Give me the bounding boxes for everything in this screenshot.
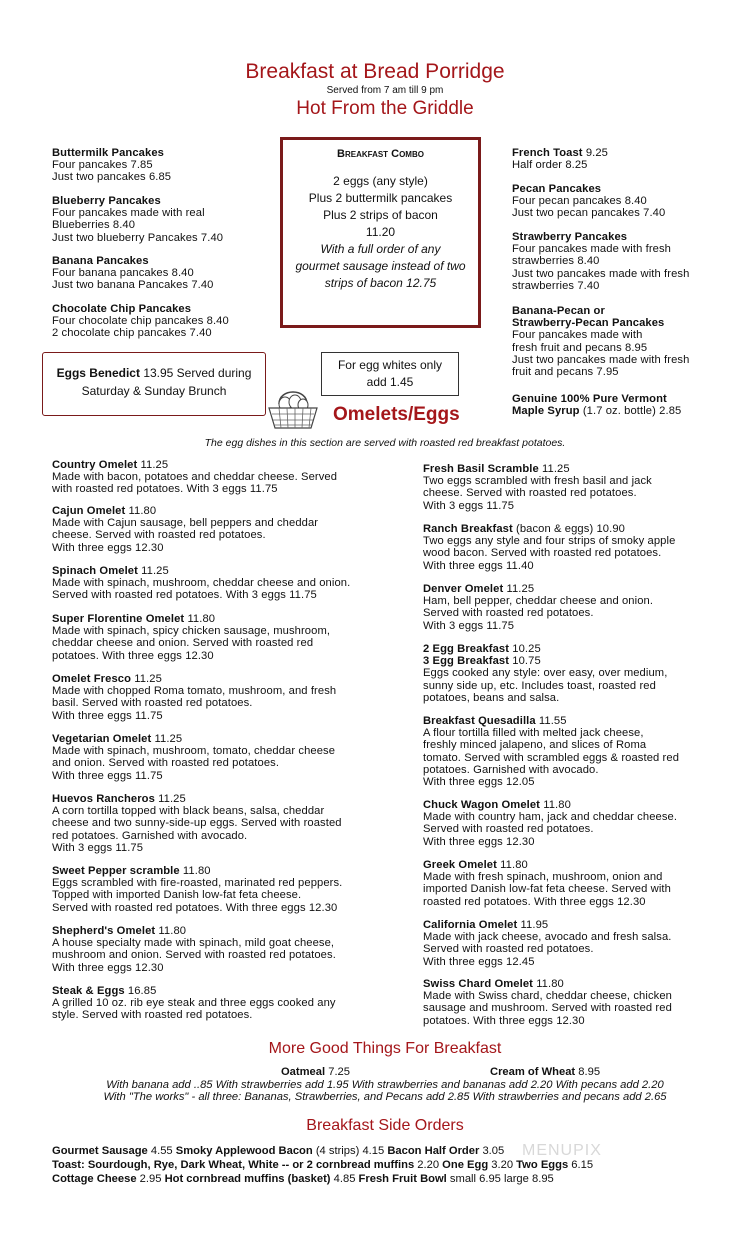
menu-item-price: 9.25	[582, 147, 609, 159]
menu-item-price: 11.80	[179, 865, 211, 877]
menu-item	[512, 231, 689, 292]
menu-item-price: 11.95	[517, 919, 549, 931]
menu-item-price: 11.25	[137, 459, 169, 471]
toppings-line: With banana add ..85 With strawberries add 1.95 With strawberries and bananas add 2.20 With pecans add 2.20	[106, 1079, 664, 1091]
menu-item-description: potatoes. With three eggs 12.30	[52, 649, 214, 662]
menu-item-price: 11.80	[496, 859, 528, 871]
menu-item-description: wood bacon. Served with roasted red potatoes.	[423, 547, 662, 560]
menu-item-description: Just two pancakes 6.85	[52, 171, 172, 184]
menu-item-description: freshly minced jalapeno, and slices of Roma	[423, 739, 647, 752]
menu-item-description: Blueberries 8.40	[52, 219, 136, 232]
menu-item-description: with roasted red potatoes. With 3 eggs 11.75	[52, 483, 278, 496]
menu-item-description: Served with roasted red potatoes.	[423, 823, 594, 836]
menu-item-description: red potatoes. Garnished with avocado.	[52, 829, 248, 842]
menu-item-name: Banana-Pecan or	[512, 305, 605, 317]
menu-item-header	[423, 523, 675, 535]
menu-item-name: Banana Pancakes	[52, 255, 149, 267]
menu-item-name: Shepherd's Omelet	[52, 925, 156, 937]
cream-of-wheat-price: 8.95	[578, 1066, 601, 1078]
menu-item-description: strawberries 7.40	[512, 279, 600, 292]
menu-item-name: Buttermilk Pancakes	[52, 147, 164, 159]
benedict-name: Eggs Benedict	[56, 366, 140, 380]
menu-item-name: Strawberry Pancakes	[512, 231, 628, 243]
menu-item-header	[423, 655, 667, 667]
side-order-name: Smoky Applewood Bacon	[175, 1145, 313, 1157]
omelets-section-title: Omelets/Eggs	[333, 404, 460, 425]
combo-title: Breakfast Combo	[337, 148, 424, 160]
menu-item	[52, 303, 229, 340]
side-order-price: (4 strips) 4.15	[312, 1145, 388, 1157]
menu-item-price: 11.80	[184, 613, 216, 625]
menu-item-description: Made with chopped Roma tomato, mushroom, and fresh	[52, 685, 337, 698]
menu-item-header	[52, 793, 342, 805]
side-order-price: 4.85	[330, 1173, 359, 1185]
menu-item-name: Breakfast Quesadilla	[423, 715, 536, 727]
menu-item-description: Eggs cooked any style: over easy, over medium,	[423, 667, 668, 680]
menu-item-name: Denver Omelet	[423, 583, 504, 595]
menu-item-description: With three eggs 11.40	[423, 559, 534, 572]
menu-item	[52, 195, 223, 244]
menu-item-header	[423, 643, 667, 655]
menu-item	[423, 859, 671, 908]
maple-name-2: Maple Syrup	[512, 405, 580, 418]
side-order-name: Cottage Cheese	[52, 1173, 137, 1185]
sides-list	[52, 1144, 593, 1186]
menu-item-header	[52, 505, 318, 517]
menu-item-description: cheese. Served with roasted red potatoes.	[423, 487, 637, 500]
menu-item	[423, 799, 677, 848]
menu-item-description: With three eggs 12.30	[52, 541, 164, 554]
menu-item-description: Two eggs any style and four strips of smoky apple	[423, 535, 676, 548]
menu-item-header	[423, 715, 679, 727]
menu-item-description: cheese. Served with roasted red potatoes.	[52, 529, 266, 542]
menu-item-description: style. Served with roasted red potatoes.	[52, 1009, 253, 1022]
menu-item	[423, 715, 679, 788]
menu-item	[423, 643, 667, 704]
menu-item	[52, 673, 336, 722]
menu-item-description: With three eggs 12.45	[423, 955, 535, 968]
menu-item	[52, 255, 214, 292]
menu-item-description: A house specialty made with spinach, mild goat cheese,	[52, 937, 335, 950]
menu-item-name: Country Omelet	[52, 459, 138, 471]
egg-basket-icon	[265, 384, 321, 432]
menu-item-description: Just two pancakes made with fresh	[512, 267, 690, 280]
menu-item-price: 11.55	[535, 715, 567, 727]
sides-section-title: Breakfast Side Orders	[306, 1117, 464, 1134]
menu-item-description: imported Danish low-fat feta cheese. Served with	[423, 883, 671, 896]
watermark: MENUPIX	[522, 1142, 602, 1159]
menu-item-description: Four pancakes made with fresh	[512, 243, 671, 256]
combo-line: Plus 2 buttermilk pancakes	[308, 191, 453, 205]
menu-item-header	[52, 303, 229, 315]
menu-item-header	[52, 459, 337, 471]
menu-item-name: Omelet Fresco	[52, 673, 132, 685]
menu-item-description: Just two blueberry Pancakes 7.40	[52, 231, 224, 244]
toppings-line: With "The works" - all three: Bananas, Strawberries, and Pecans add 2.85 With strawberries and pecans add 2.65	[103, 1091, 667, 1103]
menu-item-header	[512, 305, 689, 317]
menu-item-header	[52, 147, 171, 159]
menu-item-description: fruit and pecans 7.95	[512, 366, 619, 379]
menu-item-description: A flour tortilla filled with melted jack cheese,	[423, 727, 644, 740]
combo-italic-line: With a full order of any	[320, 242, 441, 256]
menu-item-name: Huevos Rancheros	[52, 793, 155, 805]
menu-item-price: 16.85	[124, 985, 157, 997]
side-order-price: 3.05	[479, 1145, 505, 1157]
menu-item-description: Four pancakes made with	[512, 329, 643, 342]
menu-item-price: (bacon & eggs) 10.90	[512, 523, 625, 535]
menu-item-description: Half order 8.25	[512, 159, 588, 172]
menu-item-price: 10.25	[509, 643, 541, 655]
menu-item-description: With 3 eggs 11.75	[423, 499, 515, 512]
menu-item-price: 11.25	[154, 793, 186, 805]
menu-item	[423, 583, 653, 632]
menu-item-price: 11.80	[155, 925, 187, 937]
menu-item-description: Made with bacon, potatoes and cheddar cheese. Served	[52, 471, 338, 484]
menu-item-description: Ham, bell pepper, cheddar cheese and onion.	[423, 595, 654, 608]
menu-item-header	[512, 317, 689, 329]
menu-item-description: Four banana pancakes 8.40	[52, 267, 194, 280]
menu-item	[52, 985, 336, 1022]
menu-item-description: Just two pecan pancakes 7.40	[512, 207, 666, 220]
side-order-name: Hot cornbread muffins (basket)	[164, 1173, 331, 1185]
side-order-name: Gourmet Sausage	[52, 1145, 148, 1157]
menu-item-header	[52, 255, 214, 267]
oatmeal-price: 7.25	[328, 1066, 350, 1078]
menu-item-description: Just two banana Pancakes 7.40	[52, 279, 214, 292]
menu-item-description: Made with Swiss chard, cheddar cheese, chicken	[423, 990, 672, 1003]
menu-item	[52, 793, 342, 854]
menu-item-price: 11.25	[151, 733, 183, 745]
menu-item-description: strawberries 8.40	[512, 255, 600, 268]
menu-item-description: Four pecan pancakes 8.40	[512, 195, 647, 208]
menu-item-name: 2 Egg Breakfast	[423, 643, 510, 655]
menu-item-header	[423, 978, 672, 990]
menu-item-description: Eggs scrambled with fire-roasted, marinated red peppers.	[52, 877, 343, 890]
maple-syrup-item	[512, 393, 681, 417]
menu-item-name: Pecan Pancakes	[512, 183, 602, 195]
menu-item-name: Fresh Basil Scramble	[423, 463, 539, 475]
menu-item-header	[423, 799, 677, 811]
menu-item-name: Ranch Breakfast	[423, 523, 513, 535]
menu-item-header	[52, 613, 330, 625]
menu-item	[512, 305, 689, 378]
menu-item-description: A corn tortilla topped with black beans, salsa, cheddar	[52, 805, 325, 818]
menu-item	[52, 613, 330, 662]
menu-item-name: Strawberry-Pecan Pancakes	[512, 317, 665, 330]
combo-line: 2 eggs (any style)	[333, 174, 428, 188]
menu-item-description: Just two pancakes made with fresh	[512, 353, 690, 366]
menu-item-header	[52, 195, 223, 207]
menu-item-description: With three eggs 12.30	[52, 961, 164, 974]
menu-item-description: potatoes. With three eggs 12.30	[423, 1014, 585, 1027]
menu-item-name: Greek Omelet	[423, 859, 497, 871]
menu-item-price: 10.75	[509, 655, 541, 668]
menu-item	[52, 505, 318, 554]
benedict-text-2: Saturday & Sunday Brunch	[81, 384, 227, 398]
benedict-text: 13.95 Served during	[143, 366, 252, 380]
menu-item-description: A grilled 10 oz. rib eye steak and three eggs cooked any	[52, 997, 336, 1010]
menu-item-header	[52, 673, 336, 685]
side-order-price: 2.20	[414, 1159, 443, 1171]
oatmeal-name: Oatmeal	[280, 1066, 326, 1078]
menu-item	[52, 865, 342, 914]
menu-item-description: Made with Cajun sausage, bell peppers and cheddar	[52, 517, 319, 530]
menu-item-description: sunny side up, etc. Includes toast, roasted red	[423, 679, 656, 692]
menu-item-name: Steak & Eggs	[52, 985, 125, 997]
egg-whites-price: add 1.45	[366, 375, 414, 389]
menu-item-name: California Omelet	[423, 919, 518, 931]
menu-item-description: Four pancakes made with real	[52, 207, 205, 220]
menu-item-header	[512, 231, 689, 243]
menu-item-name: French Toast	[512, 147, 583, 159]
menu-item-header	[423, 463, 652, 475]
maple-detail: (1.7 oz. bottle) 2.85	[582, 405, 682, 418]
maple-name: Genuine 100% Pure Vermont	[512, 393, 667, 405]
menu-item-name: Cajun Omelet	[52, 505, 126, 517]
menu-item-price: 11.25	[131, 673, 162, 685]
menu-item-description: roasted red potatoes. With three eggs 12.30	[423, 895, 646, 908]
side-order-price: 3.20	[488, 1159, 517, 1171]
menu-item-description: Made with spinach, spicy chicken sausage, mushroom,	[52, 625, 331, 638]
menu-item-description: Made with fresh spinach, mushroom, onion and	[423, 871, 663, 884]
menu-item-description: Served with roasted red potatoes. With 3 eggs 11.75	[52, 589, 317, 602]
menu-item-description: With three eggs 11.75	[52, 769, 163, 782]
eggs-benedict-banner	[42, 352, 266, 416]
menu-item-name: Super Florentine Omelet	[52, 613, 185, 625]
menu-item-description: fresh fruit and pecans 8.95	[512, 341, 648, 354]
menu-item-header	[52, 865, 342, 877]
menu-item-description: With 3 eggs 11.75	[423, 619, 515, 632]
combo-line: Plus 2 strips of bacon	[323, 208, 438, 222]
menu-item-description: mushroom and onion. Served with roasted red potatoes.	[52, 949, 336, 962]
menu-item-header	[512, 183, 665, 195]
menu-item-price: 11.25	[538, 463, 570, 475]
menu-item	[512, 183, 665, 220]
cream-of-wheat-name: Cream of Wheat	[490, 1066, 576, 1078]
menu-item-description: Made with spinach, mushroom, cheddar cheese and onion.	[52, 577, 351, 590]
menu-item-name: Vegetarian Omelet	[52, 733, 152, 745]
breakfast-combo-box	[280, 137, 481, 328]
menu-item-description: Four pancakes 7.85	[52, 159, 153, 172]
menu-item-description: and onion. Served with roasted red potatoes.	[52, 757, 280, 770]
menu-item	[423, 978, 672, 1027]
menu-item-price: 11.80	[540, 799, 571, 811]
menu-item	[52, 733, 335, 782]
side-order-price: 4.55	[147, 1145, 176, 1157]
menu-item-description: cheese and two sunny-side-up eggs. Served with roasted	[52, 817, 342, 830]
combo-price: 11.20	[365, 225, 396, 239]
combo-italic-line: strips of bacon 12.75	[324, 276, 437, 290]
side-order-name: One Egg	[442, 1159, 489, 1171]
menu-item-description: Two eggs scrambled with fresh basil and jack	[423, 475, 652, 488]
combo-italic-line: gourmet sausage instead of two	[295, 259, 466, 273]
menu-item-name: Blueberry Pancakes	[52, 195, 161, 207]
menu-item-description: Four chocolate chip pancakes 8.40	[52, 315, 229, 328]
menu-item-header	[52, 925, 336, 937]
side-order-row	[52, 1144, 593, 1158]
menu-item	[423, 919, 671, 968]
menu-item-description: With three eggs 12.30	[423, 835, 535, 848]
menu-item-description: cheddar cheese and onion. Served with roasted red	[52, 637, 314, 650]
menu-item-description: With 3 eggs 11.75	[52, 841, 144, 854]
side-order-price: small 6.95 large 8.95	[446, 1173, 554, 1185]
side-order-row	[52, 1158, 593, 1172]
menu-item-price: 11.25	[503, 583, 535, 595]
menu-item	[423, 523, 675, 572]
menu-item-description: With three eggs 11.75	[52, 709, 163, 722]
side-order-price: 2.95	[136, 1173, 165, 1185]
more-section-title: More Good Things For Breakfast	[268, 1040, 502, 1057]
egg-whites-box	[321, 352, 459, 396]
menu-item-description: basil. Served with roasted red potatoes.	[52, 697, 253, 710]
menu-item-header	[423, 919, 671, 931]
menu-item-description: potatoes, beans and salsa.	[423, 691, 560, 704]
cereal-line	[0, 1066, 750, 1078]
side-order-name: Two Eggs	[516, 1159, 569, 1171]
menu-item-name: Chocolate Chip Pancakes	[52, 303, 192, 315]
menu-item	[512, 147, 608, 171]
menu-title: Breakfast at Bread Porridge	[245, 60, 505, 83]
side-order-price: 6.15	[568, 1159, 594, 1171]
menu-item-name: Sweet Pepper scramble	[52, 865, 180, 877]
menu-item-header	[423, 859, 671, 871]
menu-item-name: Swiss Chard Omelet	[423, 978, 533, 990]
side-order-name: Fresh Fruit Bowl	[358, 1173, 447, 1185]
menu-item-header	[52, 985, 336, 997]
menu-item-description: 2 chocolate chip pancakes 7.40	[52, 327, 212, 340]
menu-item-description: sausage and mushroom. Served with roasted red	[423, 1002, 672, 1015]
menu-item-description: Made with country ham, jack and cheddar cheese.	[423, 811, 678, 824]
menu-item-description: Topped with imported Danish low-fat feta cheese.	[52, 889, 302, 902]
side-order-row	[52, 1172, 593, 1186]
menu-item-name: Spinach Omelet	[52, 565, 138, 577]
menu-item-header	[52, 565, 350, 577]
menu-item-description: Made with jack cheese, avocado and fresh salsa.	[423, 931, 672, 944]
menu-item-price: 11.25	[137, 565, 169, 577]
egg-whites-line: For egg whites only	[337, 358, 443, 372]
menu-item-name: Chuck Wagon Omelet	[423, 799, 541, 811]
side-order-name: Toast: Sourdough, Rye, Dark Wheat, White -- or 2 cornbread muffins	[52, 1159, 415, 1171]
menu-item	[52, 147, 171, 184]
menu-item-header	[52, 733, 335, 745]
menu-item	[423, 463, 652, 512]
menu-item-name: 3 Egg Breakfast	[423, 655, 510, 668]
menu-item	[52, 565, 350, 602]
menu-item-description: Served with roasted red potatoes.	[423, 607, 594, 620]
menu-item-description: tomato. Served with scrambled eggs & roasted red	[423, 751, 680, 764]
menu-item-description: Served with roasted red potatoes.	[423, 943, 594, 956]
menu-item-price: 11.80	[125, 505, 157, 517]
served-hours: Served from 7 am till 9 pm	[326, 85, 444, 96]
menu-item	[52, 925, 336, 974]
griddle-section-title: Hot From the Griddle	[296, 98, 474, 119]
side-order-name: Bacon Half Order	[387, 1145, 480, 1157]
menu-item	[52, 459, 337, 496]
menu-item-header	[423, 583, 653, 595]
menu-item-header	[512, 147, 608, 159]
menu-item-price: 11.80	[532, 978, 564, 990]
menu-item-description: potatoes. Garnished with avocado.	[423, 763, 599, 776]
menu-item-description: Served with roasted red potatoes. With three eggs 12.30	[52, 901, 338, 914]
menu-item-description: Made with spinach, mushroom, tomato, cheddar cheese	[52, 745, 336, 758]
egg-dishes-note: The egg dishes in this section are served with roasted red breakfast potatoes.	[204, 437, 566, 449]
menu-item-description: With three eggs 12.05	[423, 776, 535, 789]
